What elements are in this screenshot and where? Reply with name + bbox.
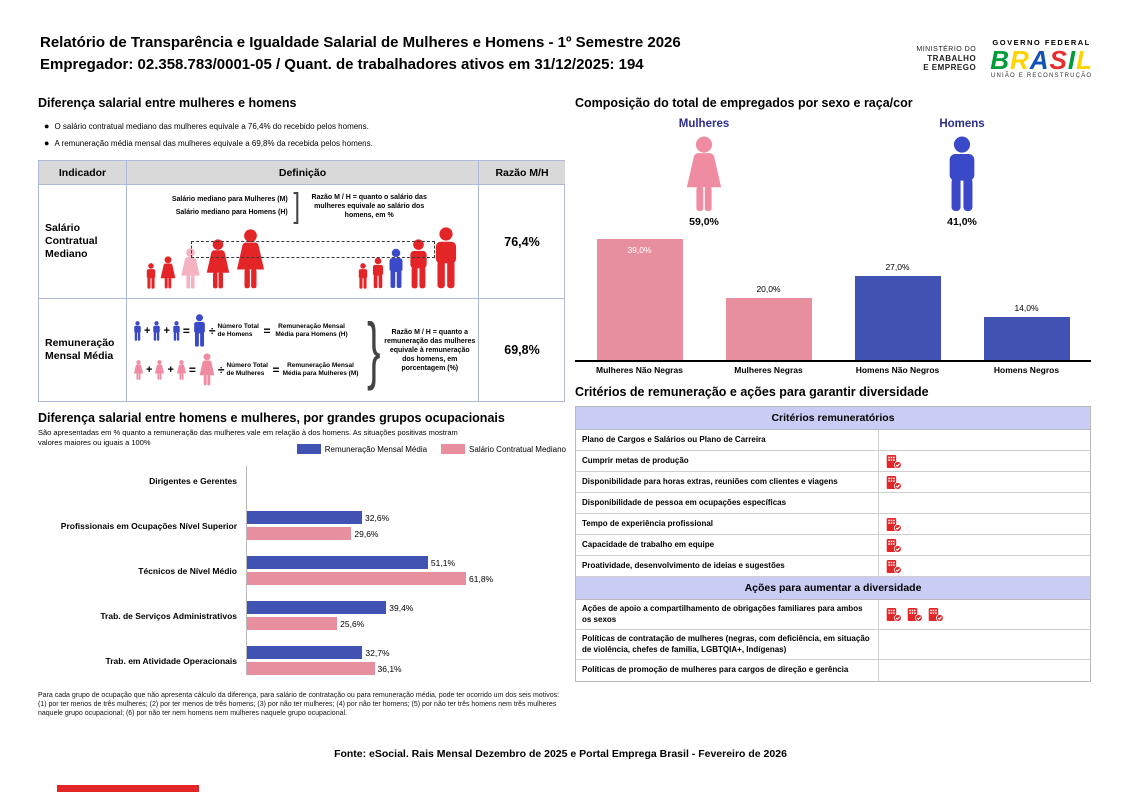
occupation-bar-value: 61,8%	[469, 573, 494, 584]
male-label: Homens	[939, 118, 985, 130]
occupational-bar-chart	[38, 466, 566, 675]
occupation-bars	[242, 556, 493, 585]
male-person-icon	[145, 263, 157, 289]
female-person-icon	[176, 360, 187, 380]
criteria-row	[576, 430, 1090, 451]
left-column	[38, 96, 566, 718]
occupation-label: Dirigentes e Gerentes	[149, 475, 237, 486]
occupation-bar-row	[246, 556, 493, 569]
occupation-bar	[246, 556, 428, 569]
occupation-label: Profissionais em Ocupações Nível Superior	[60, 520, 237, 531]
operator-glyph: +	[163, 324, 170, 337]
bar-slot	[962, 236, 1091, 360]
header-logos	[916, 38, 1093, 79]
male-person-icon	[133, 321, 142, 341]
composition-plot-area	[575, 236, 1091, 362]
ratio-note-1: Razão M / H = quanto o salário das mulheres equivale ao salário dos homens, em %	[311, 193, 427, 219]
occupation-bar-value: 36,1%	[377, 663, 402, 674]
definition-remuneracao-media	[127, 299, 479, 401]
women-group-pictogram	[145, 229, 267, 289]
label-salario-mediano-mulheres: Salário mediano para Mulheres (M)	[171, 196, 288, 203]
occupation-label: Trab. em Atividade Operacionais	[105, 655, 237, 666]
median-dashed-box	[191, 241, 435, 258]
row-salario-contratual: Salário Contratual Mediano	[39, 185, 127, 299]
occupational-title: Diferença salarial entre homens e mulheres, por grandes grupos ocupacionais	[38, 411, 505, 425]
bar-slot	[833, 236, 962, 360]
company-check-icon	[886, 517, 902, 532]
legend-item	[441, 444, 566, 454]
ministry-line3: E EMPREGO	[923, 63, 977, 72]
criteria-row	[576, 514, 1090, 535]
definition-salario-contratual	[127, 185, 479, 299]
male-person-icon	[940, 136, 984, 212]
bar-category-label: Homens Não Negros	[855, 365, 940, 375]
criteria-label: Disponibilidade para horas extras, reuniões com clientes e viagens	[576, 472, 879, 492]
occupation-bar-value: 39,4%	[389, 602, 414, 613]
brasil-logo	[990, 47, 1093, 73]
occupation-group	[38, 646, 566, 675]
legend-label: Salário Contratual Mediano	[469, 444, 566, 454]
male-composition	[887, 118, 1037, 228]
col-header-indicador: Indicador	[39, 161, 127, 185]
row-remuneracao-media: Remuneração Mensal Média	[39, 299, 127, 401]
chart-axis-line	[246, 466, 247, 675]
operator-glyph: +	[167, 363, 174, 376]
occupation-bar	[246, 617, 337, 630]
operator-glyph: ÷	[208, 323, 216, 338]
criteria-section	[575, 385, 1091, 682]
occupation-group	[38, 601, 566, 630]
report-header	[40, 32, 681, 76]
bullet-item: ● A remuneração média mensal das mulheres equivale a 69,8% da recebida pelos homens.	[44, 135, 566, 152]
criteria-row	[576, 472, 1090, 493]
ratio-value-1: 76,4%	[479, 185, 565, 299]
occupation-bar	[246, 646, 362, 659]
bar-value-label: 20,0%	[756, 284, 781, 294]
occupation-bar-value: 32,6%	[365, 512, 390, 523]
brasil-letter: B	[990, 45, 1010, 75]
occupation-bar-value: 29,6%	[354, 528, 379, 539]
brasil-letter: S	[1049, 45, 1068, 75]
occupation-bars	[242, 511, 389, 540]
criteria-table	[575, 406, 1091, 682]
women-divisor-label: Número Total de Mulheres	[226, 361, 268, 377]
occupation-bar-row	[246, 511, 389, 524]
criteria-marks	[879, 535, 1090, 555]
occupation-bars	[242, 601, 413, 630]
operator-glyph: =	[182, 323, 190, 338]
bar-category-label: Mulheres Negras	[734, 365, 803, 375]
criteria-label: Disponibilidade de pessoa em ocupações específicas	[576, 493, 879, 513]
criteria-marks	[879, 630, 1090, 659]
bullet-item: ● O salário contratual mediano das mulheres equivale a 76,4% do recebido pelos homens.	[44, 118, 566, 135]
female-person-icon	[234, 229, 267, 289]
occupation-group	[38, 511, 566, 540]
female-person-icon	[198, 353, 216, 386]
composition-bar	[597, 239, 683, 360]
bar-category-label: Homens Negros	[993, 365, 1060, 375]
men-group-pictogram	[357, 227, 460, 289]
occupation-bar	[246, 527, 351, 540]
male-person-icon	[432, 227, 460, 289]
composition-bar	[855, 276, 941, 360]
criteria-marks	[879, 514, 1090, 534]
occupational-section	[38, 411, 566, 718]
occupation-bar-value: 51,1%	[430, 557, 456, 568]
company-check-icon	[928, 607, 944, 622]
female-person-icon	[159, 256, 177, 289]
occupation-label: Trab. de Serviços Administrativos	[100, 610, 237, 621]
criteria-row	[576, 556, 1090, 577]
occupational-subtitle: São apresentadas em % quanto a remuneração das mulheres vale em relação à dos homens. As situações positivas mostram valores maiores ou iguais a 100%	[38, 428, 458, 447]
report-employer-line: Empregador: 02.358.783/0001-05 / Quant. de trabalhadores ativos em 31/12/2025: 194	[40, 56, 644, 73]
governo-federal-label: GOVERNO FEDERAL	[992, 38, 1091, 47]
legend-swatch	[297, 444, 321, 454]
criteria-marks	[879, 556, 1090, 576]
salary-diff-title: Diferença salarial entre mulheres e homens	[38, 96, 297, 110]
operator-glyph: =	[272, 362, 280, 377]
criteria-marks	[879, 600, 1090, 629]
operator-glyph: =	[188, 362, 196, 377]
female-person-icon	[679, 136, 729, 212]
male-percentage: 41,0%	[947, 216, 977, 228]
brasil-letter: R	[1009, 45, 1030, 75]
criteria-row	[576, 600, 1090, 630]
occupation-bar	[246, 601, 386, 614]
occupational-footnote: Para cada grupo de ocupação que não apresenta cálculo da diferença, para salário de contratação ou para remuneração média, pode ter ocorrido um dos seis motivos:(1) por ter menos de três mulheres; (2) por ter menos de três homens; (3) por não ter mulheres; (4) por não ter homens; (5) por não ter três homens nem três mulheres naquele grupo ocupacional; (6) por não ter nem homens nem mulheres naquele grupo ocupacional.	[38, 692, 560, 717]
occupation-group	[38, 556, 566, 585]
male-person-icon	[152, 321, 161, 341]
company-check-icon	[886, 475, 902, 490]
composition-bar-chart	[575, 236, 1091, 375]
right-column	[575, 96, 1091, 682]
company-check-icon	[886, 607, 902, 622]
col-header-definicao: Definição	[127, 161, 479, 185]
legend-label: Remuneração Mensal Média	[324, 444, 428, 454]
occupation-bars	[242, 646, 402, 675]
composition-title: Composição do total de empregados por sexo e raça/cor	[575, 96, 913, 110]
uniao-reconstrucao-label: UNIÃO E RECONSTRUÇÃO	[990, 73, 1093, 79]
criteria-marks	[879, 430, 1090, 450]
ministry-logo	[916, 45, 976, 72]
criteria-label: Tempo de experiência profissional	[576, 514, 879, 534]
criteria-label: Ações de apoio a compartilhamento de obrigações familiares para ambos os sexos	[576, 600, 879, 629]
occupation-bar-row	[246, 617, 413, 630]
bar-value-label: 14,0%	[1014, 302, 1039, 313]
criteria-marks	[879, 493, 1090, 513]
occupational-legend	[297, 444, 566, 454]
criteria-section-header: Ações para aumentar a diversidade	[576, 577, 1090, 600]
occupation-group	[38, 466, 566, 495]
criteria-label: Proatividade, desenvolvimento de ideias e sugestões	[576, 556, 879, 576]
brace-glyph: }	[366, 308, 381, 391]
legend-swatch	[441, 444, 465, 454]
company-check-icon	[886, 559, 902, 574]
salary-diff-bullets	[44, 118, 566, 152]
governo-federal-logo	[990, 38, 1093, 79]
indicator-table	[38, 160, 565, 402]
criteria-row	[576, 660, 1090, 681]
female-person-icon	[133, 360, 144, 380]
operator-glyph: +	[144, 324, 151, 337]
composition-category-labels	[575, 365, 1091, 375]
criteria-row	[576, 451, 1090, 472]
female-percentage: 59,0%	[689, 216, 719, 228]
brasil-letter: L	[1076, 45, 1093, 75]
men-result-label: Remuneração Mensal Média para Homens (H)	[275, 322, 348, 338]
female-composition	[629, 118, 779, 228]
legend-item	[297, 444, 427, 454]
women-result-label: Remuneração Mensal Média para Mulheres (M)	[282, 361, 359, 377]
composition-bar	[984, 317, 1070, 360]
bar-category-label: Mulheres Não Negras	[596, 365, 683, 375]
criteria-label: Capacidade de trabalho em equipe	[576, 535, 879, 555]
bottom-red-bar	[57, 785, 199, 792]
bar-value-label: 27,0%	[885, 262, 910, 273]
male-person-icon	[172, 321, 181, 341]
criteria-marks	[879, 472, 1090, 492]
col-header-razao: Razão M/H	[479, 161, 565, 185]
male-person-icon	[357, 263, 369, 289]
criteria-label: Políticas de contratação de mulheres (negras, com deficiência, em situação de violência, chefes de família, LGBTQIA+, Indígenas)	[576, 630, 879, 659]
bullet-dot: ●	[44, 121, 50, 131]
company-check-icon	[886, 538, 902, 553]
bracket-glyph: ]	[293, 187, 300, 225]
men-divisor-label: Número Total de Homens	[217, 322, 259, 338]
source-footer: Fonte: eSocial. Rais Mensal Dezembro de 2025 e Portal Emprega Brasil - Fevereiro de 2026	[334, 748, 787, 760]
formula-women	[133, 353, 360, 386]
ministry-line2: TRABALHO	[927, 54, 977, 63]
occupation-bar-row	[246, 572, 493, 585]
ministry-line1: MINISTÉRIO DO	[916, 46, 977, 53]
composition-pictograms	[575, 118, 1091, 228]
occupation-bar	[246, 662, 375, 675]
criteria-row	[576, 493, 1090, 514]
criteria-label: Políticas de promoção de mulheres para cargos de direção e gerência	[576, 660, 879, 681]
occupation-bar	[246, 572, 466, 585]
people-pictogram-row	[131, 225, 474, 289]
criteria-label: Cumprir metas de produção	[576, 451, 879, 471]
criteria-row	[576, 535, 1090, 556]
brasil-letter: A	[1029, 45, 1050, 75]
occupation-bar-value: 32,7%	[365, 647, 390, 658]
criteria-row	[576, 630, 1090, 660]
occupation-bar	[246, 511, 362, 524]
criteria-title: Critérios de remuneração e ações para garantir diversidade	[575, 385, 929, 399]
criteria-label: Plano de Cargos e Salários ou Plano de Carreira	[576, 430, 879, 450]
female-label: Mulheres	[678, 118, 730, 130]
bar-value-label: 39,0%	[627, 245, 652, 256]
report-title: Relatório de Transparência e Igualdade Salarial de Mulheres e Homens - 1º Semestre 2026	[40, 34, 681, 51]
company-check-icon	[907, 607, 923, 622]
occupation-label: Técnicos de Nível Médio	[138, 565, 237, 576]
brasil-letter: I	[1067, 45, 1077, 75]
criteria-marks	[879, 660, 1090, 681]
company-check-icon	[886, 454, 902, 469]
male-person-icon	[192, 314, 207, 347]
occupation-bar-row	[246, 527, 389, 540]
ratio-note-2: Razão M / H = quanto a remuneração das mulheres equivale à remuneração dos homens, em porcentagem (%)	[384, 328, 476, 372]
operator-glyph: ÷	[217, 362, 225, 377]
formula-men	[133, 314, 360, 347]
ratio-value-2: 69,8%	[504, 343, 540, 357]
bar-slot	[704, 236, 833, 360]
occupation-bar-row	[246, 662, 402, 675]
occupation-bar-row	[246, 601, 413, 614]
bar-slot	[575, 236, 704, 360]
female-person-icon	[154, 360, 165, 380]
criteria-section-header: Critérios remuneratórios	[576, 407, 1090, 430]
bullet-dot: ●	[44, 138, 50, 148]
operator-glyph: =	[263, 323, 271, 338]
criteria-marks	[879, 451, 1090, 471]
occupation-bar-row	[246, 646, 402, 659]
male-person-icon	[371, 257, 385, 289]
composition-bar	[726, 298, 812, 360]
label-salario-mediano-homens: Salário mediano para Homens (H)	[175, 209, 288, 216]
occupation-bar-value: 25,6%	[340, 618, 365, 629]
operator-glyph: +	[146, 363, 153, 376]
